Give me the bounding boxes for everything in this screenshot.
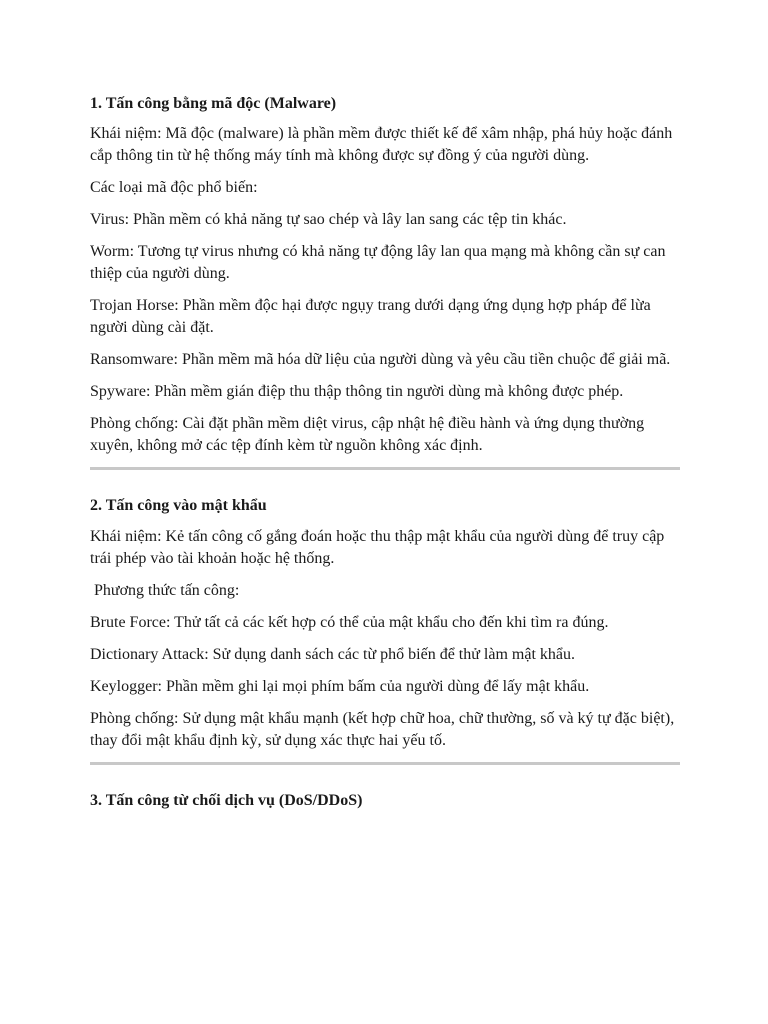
section-password bbox=[90, 495, 680, 752]
section-divider bbox=[90, 762, 680, 765]
paragraph-definition: Khái niệm: Mã độc (malware) là phần mềm được thiết kế để xâm nhập, phá hủy hoặc đánh cắp thông tin từ hệ thống máy tính mà không được sự đồng ý của người dùng. bbox=[90, 125, 673, 164]
section-malware bbox=[90, 93, 680, 457]
paragraph-trojan: Trojan Horse: Phần mềm độc hại được ngụy trang dưới dạng ứng dụng hợp pháp để lừa người dùng cài đặt. bbox=[90, 297, 651, 336]
paragraph-definition: Khái niệm: Kẻ tấn công cố gắng đoán hoặc thu thập mật khẩu của người dùng để truy cập trái phép vào tài khoản hoặc hệ thống. bbox=[90, 528, 665, 567]
paragraph-prevention: Phòng chống: Sử dụng mật khẩu mạnh (kết hợp chữ hoa, chữ thường, số và ký tự đặc biệt), thay đổi mật khẩu định kỳ, sử dụng xác thực hai yếu tố. bbox=[90, 710, 675, 749]
paragraph-brute-force: Brute Force: Thử tất cả các kết hợp có thể của mật khẩu cho đến khi tìm ra đúng. bbox=[90, 614, 609, 631]
paragraph-types-intro: Các loại mã độc phổ biến: bbox=[90, 179, 258, 196]
section-heading: 3. Tấn công từ chối dịch vụ (DoS/DDoS) bbox=[90, 792, 363, 809]
paragraph-keylogger: Keylogger: Phần mềm ghi lại mọi phím bấm của người dùng để lấy mật khẩu. bbox=[90, 678, 590, 695]
section-heading: 2. Tấn công vào mật khẩu bbox=[90, 497, 267, 514]
paragraph-worm: Worm: Tương tự virus nhưng có khả năng tự động lây lan qua mạng mà không cần sự can thiệp của người dùng. bbox=[90, 243, 666, 282]
section-dos bbox=[90, 790, 680, 812]
paragraph-ransomware: Ransomware: Phần mềm mã hóa dữ liệu của người dùng và yêu cầu tiền chuộc để giải mã. bbox=[90, 351, 671, 368]
section-divider bbox=[90, 467, 680, 470]
paragraph-spyware: Spyware: Phần mềm gián điệp thu thập thông tin người dùng mà không được phép. bbox=[90, 383, 624, 400]
section-heading: 1. Tấn công bằng mã độc (Malware) bbox=[90, 95, 337, 112]
document-page bbox=[90, 93, 680, 821]
paragraph-dictionary-attack: Dictionary Attack: Sử dụng danh sách các từ phổ biến để thử làm mật khẩu. bbox=[90, 646, 576, 663]
paragraph-virus: Virus: Phần mềm có khả năng tự sao chép và lây lan sang các tệp tin khác. bbox=[90, 211, 567, 228]
paragraph-methods-intro: Phương thức tấn công: bbox=[90, 582, 240, 599]
paragraph-prevention: Phòng chống: Cài đặt phần mềm diệt virus, cập nhật hệ điều hành và ứng dụng thường xuyên, không mở các tệp đính kèm từ nguồn không xác định. bbox=[90, 415, 645, 454]
